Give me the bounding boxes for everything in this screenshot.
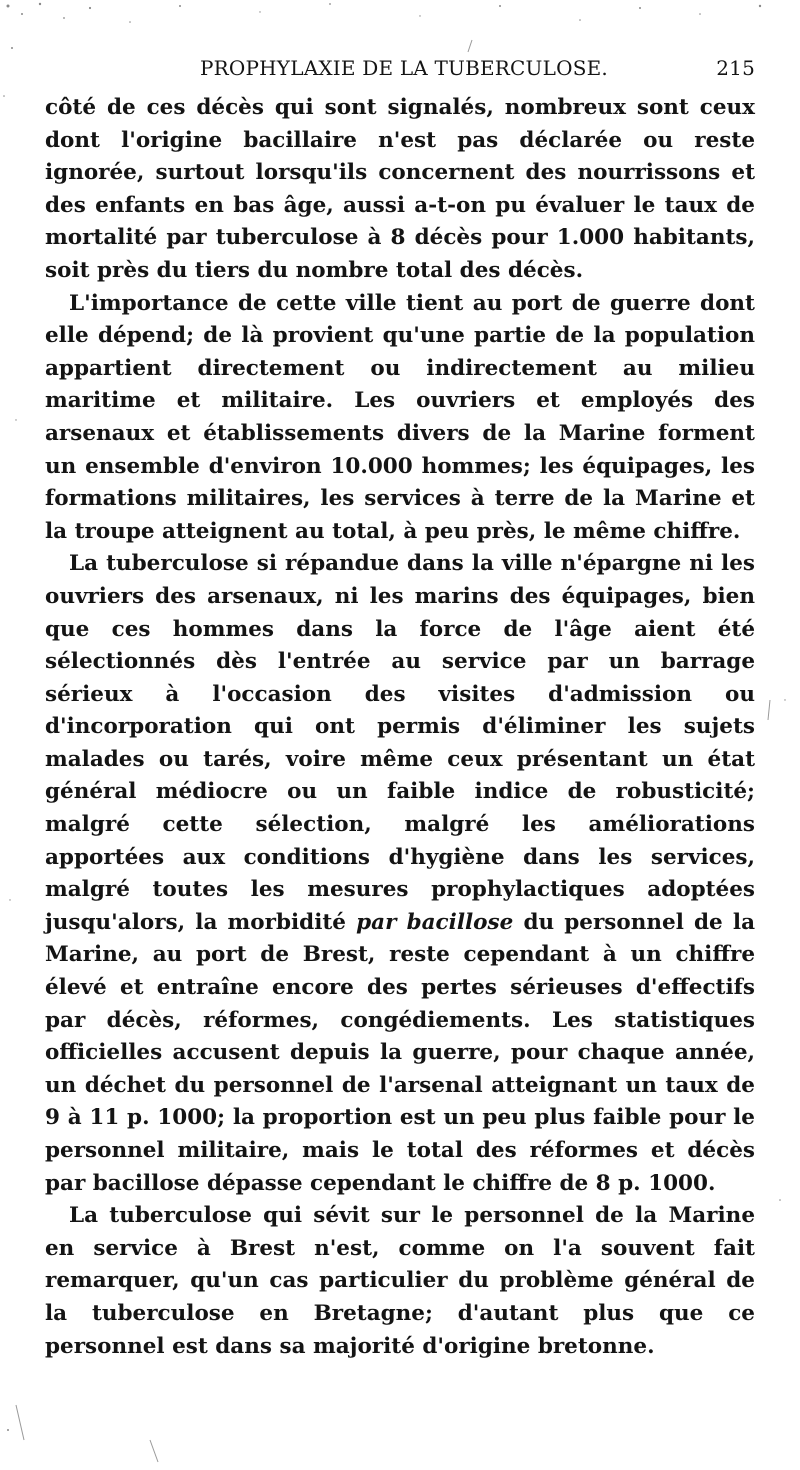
paragraph-2: L'importance de cette ville tient au port de guerre dont elle dépend; de là provient qu'une partie de la population appartient directement ou indirectement au milieu maritime et militaire. Les ouvriers et employés des arsenaux et établissements divers de la Marine forment un ensemble d'environ 10.000 hommes; les équipages, les formations militaires, les services à terre de la Marine et la troupe atteignent au total, à peu près, le même chiffre. — [45, 290, 755, 544]
paragraph-3 — [45, 548, 755, 1200]
paragraph-4: La tuberculose qui sévit sur le personnel de la Marine en service à Brest n'est, comme on l'a souvent fait remarquer, qu'un cas particulier du problème général de la tuberculose en Bretagne; d'autant plus que ce personnel est dans sa majorité d'origine bretonne. — [45, 1203, 755, 1359]
body-text — [45, 92, 755, 1363]
page-number: 215 — [716, 56, 755, 80]
running-header — [45, 56, 755, 92]
paragraph-1: côté de ces décès qui sont signalés, nombreux sont ceux dont l'origine bacillaire n'est pas déclarée ou reste ignorée, surtout lorsqu'ils concernent des nourrissons et des enfants en bas âge, aussi a-t-on pu évaluer le taux de mortalité par tuberculose à 8 décès pour 1.000 habitants, soit près du tiers du nombre total des décès. — [45, 95, 755, 283]
book-page — [45, 56, 755, 1363]
running-title: PROPHYLAXIE DE LA TUBERCULOSE. — [200, 56, 608, 80]
italic-term: par bacillose — [356, 909, 514, 935]
paragraph-3-text-before: La tuberculose si répandue dans la ville n'épargne ni les ouvriers des arsenaux, ni les marins des équipages, bien que ces hommes dans la force de l'âge aient été sélectionnés dès l'entrée au service par un barrage sérieux à l'occasion des visites d'admission ou d'incorporation qui ont permis d'éliminer les sujets malades ou tarés, voire même ceux présentant un état général médiocre ou un faible indice de robusticité; malgré cette sélection, malgré les améliorations apportées aux conditions d'hygiène dans les services, malgré toutes les mesures prophylactiques adoptées jusqu'alors, la morbidité — [45, 551, 755, 935]
paragraph-3-text-after: du personnel de la Marine, au port de Brest, reste cependant à un chiffre élevé et entraîne encore des pertes sérieuses d'effectifs par décès, réformes, congédiements. Les statistiques officielles accusent depuis la guerre, pour chaque année, un déchet du personnel de l'arsenal atteignant un taux de 9 à 11 p. 1000; la proportion est un peu plus faible pour le personnel militaire, mais le total des réformes et décès par bacillose dépasse cependant le chiffre de 8 p. 1000. — [45, 909, 755, 1196]
